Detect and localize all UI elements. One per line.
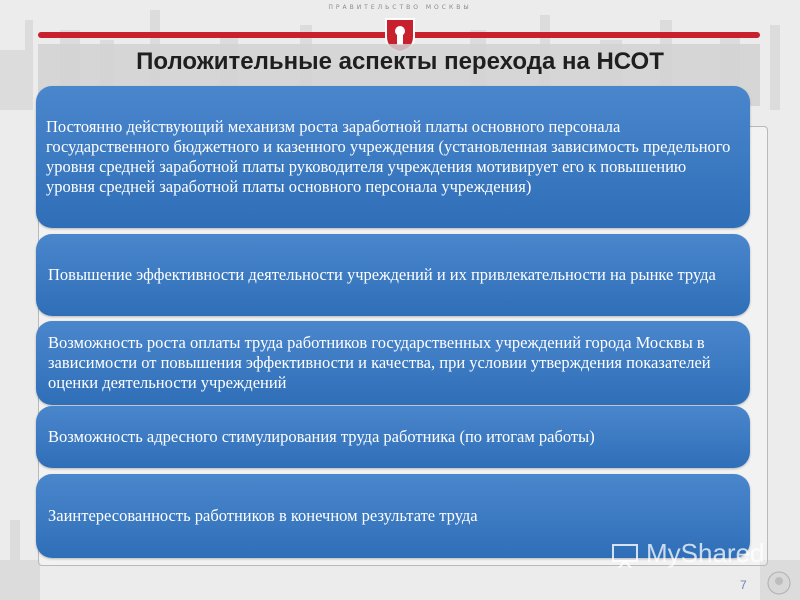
- aspect-item-4: Возможность адресного стимулирования труда работника (по итогам работы): [36, 406, 750, 468]
- aspect-item-5: Заинтересованность работников в конечном результате труда: [36, 474, 750, 558]
- myshared-watermark: [610, 540, 770, 570]
- government-label: ПРАВИТЕЛЬСТВО МОСКВЫ: [328, 4, 472, 11]
- aspect-item-2: Повышение эффективности деятельности учреждений и их привлекательности на рынке труда: [36, 234, 750, 316]
- page-title: Положительные аспекты перехода на НСОТ: [136, 48, 664, 75]
- aspect-item-3: Возможность роста оплаты труда работников государственных учреждений города Москвы в зависимости от повышения эффективности и качества, при условии утверждения показателей оценки деятельности учреждений: [36, 321, 750, 405]
- corner-coat-of-arms-icon: [766, 570, 792, 596]
- page-number: 7: [740, 578, 747, 592]
- watermark-text: MyShared: [646, 538, 765, 568]
- aspect-item-1: Постоянно действующий механизм роста заработной платы основного персонала государственного бюджетного и казенного учреждения (установленная зависимость предельного уровня средней заработной платы руководителя учреждения мотивирует его к повышению уровня средней заработной платы основного персонала учреждения): [36, 86, 750, 228]
- presentation-board-icon: [610, 541, 640, 569]
